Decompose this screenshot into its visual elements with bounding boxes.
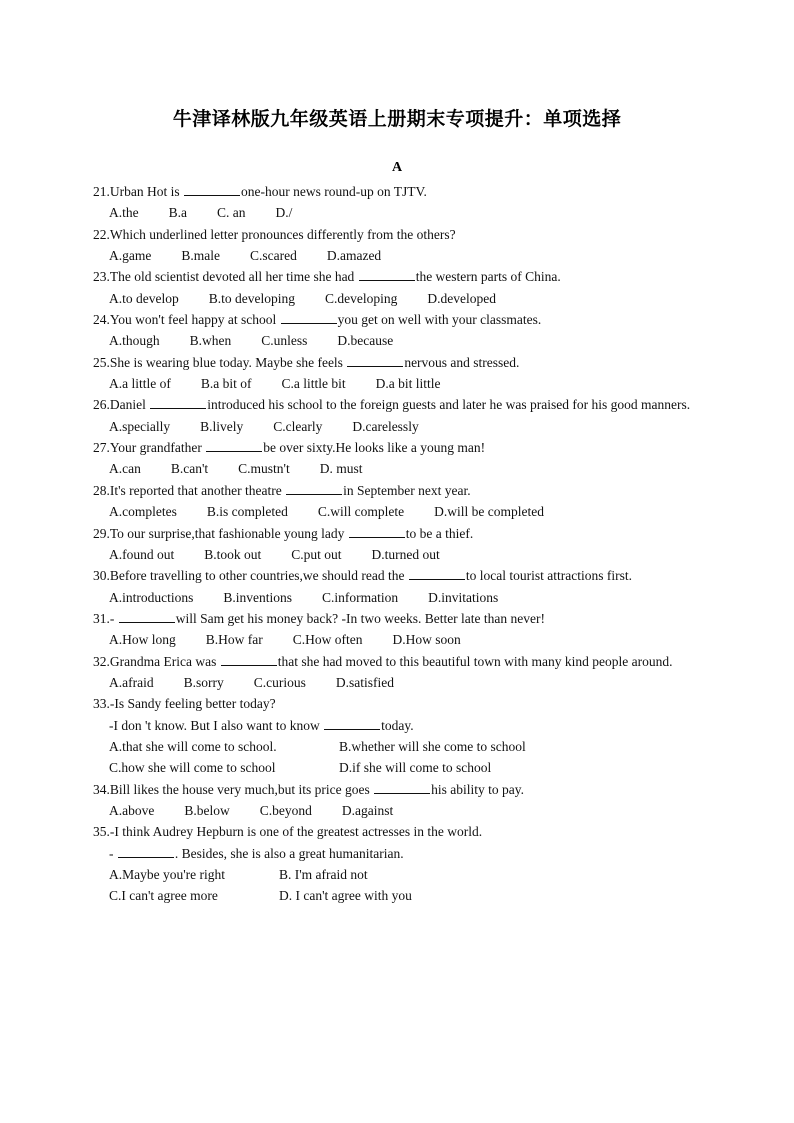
question-28 xyxy=(93,480,697,523)
question-stem: 24.You won't feel happy at school xyxy=(93,312,280,328)
answer-blank xyxy=(184,183,240,196)
page-title: 牛津译林版九年级英语上册期末专项提升：单项选择 xyxy=(172,108,622,130)
option-a: A.Maybe you're right xyxy=(109,867,226,882)
option-c: C.will complete xyxy=(317,504,405,520)
question-stem: 35.-I think Audrey Hepburn is one of the greatest actresses in the world. xyxy=(93,824,483,840)
question-stem: 22.Which underlined letter pronounces differently from the others? xyxy=(93,226,456,242)
option-c: C.I can't agree more xyxy=(109,888,218,904)
question-stem: 32.Grandma Erica was xyxy=(93,653,220,669)
question-29 xyxy=(93,523,697,566)
option-a: A.to develop xyxy=(109,290,179,306)
option-b: B.can't xyxy=(170,461,209,477)
dialogue-reply: - xyxy=(109,845,117,861)
option-a: A.introductions xyxy=(109,589,194,605)
option-d: D. must xyxy=(319,461,363,477)
option-b: B.How far xyxy=(205,632,263,648)
option-b: B.when xyxy=(189,333,232,349)
option-d: D.How soon xyxy=(392,632,461,648)
option-a: A.completes xyxy=(109,504,177,520)
question-stem-continued: nervous and stressed. xyxy=(404,354,520,370)
question-stem: 25.She is wearing blue today. Maybe she feels xyxy=(93,354,347,370)
option-a: A.specially xyxy=(109,418,171,434)
question-27 xyxy=(93,437,697,480)
question-stem-continued: be over sixty.He looks like a young man! xyxy=(263,440,486,456)
answer-blank xyxy=(221,653,277,666)
question-stem-continued: you get on well with your classmates. xyxy=(337,312,542,328)
option-d: D.if she will come to school xyxy=(339,760,492,776)
option-a: A.afraid xyxy=(109,674,154,690)
answer-blank xyxy=(286,482,342,495)
option-d: D.against xyxy=(341,802,394,818)
answer-blank xyxy=(150,396,206,409)
question-stem: 21.Urban Hot is xyxy=(93,184,183,199)
option-c: C.clearly xyxy=(273,418,323,434)
option-b: B.male xyxy=(181,248,220,264)
question-26 xyxy=(93,394,697,437)
question-stem-continued: to local tourist attractions first. xyxy=(465,568,632,584)
question-stem: 29.To our surprise,that fashionable young lady xyxy=(93,525,348,541)
question-22 xyxy=(93,224,697,267)
option-b: B.a xyxy=(168,205,187,221)
question-stem: 31.- xyxy=(93,610,118,626)
dialogue-reply-continued: today. xyxy=(381,717,414,733)
option-b: B.sorry xyxy=(183,674,224,690)
option-a: A.a little of xyxy=(109,376,171,392)
answer-blank xyxy=(359,268,415,281)
option-d: D.will be completed xyxy=(434,504,544,520)
option-c: C.information xyxy=(322,589,399,605)
question-stem: 27.Your grandfather xyxy=(93,440,206,456)
option-a: A.that she will come to school. xyxy=(109,738,277,754)
option-d: D.a bit little xyxy=(375,376,441,392)
option-c: C.How often xyxy=(292,632,363,648)
option-a: A.found out xyxy=(109,546,175,562)
option-c: C.a little bit xyxy=(281,376,346,392)
dialogue-reply-continued: . Besides, she is also a great humanitarian. xyxy=(174,845,404,861)
option-c: C.put out xyxy=(291,546,342,562)
option-c: C.unless xyxy=(261,333,308,349)
answer-blank xyxy=(119,610,175,623)
answer-blank xyxy=(206,439,262,452)
question-34 xyxy=(93,779,697,822)
option-d: D.invitations xyxy=(428,589,499,605)
option-a: A.game xyxy=(109,248,152,264)
answer-blank xyxy=(349,525,405,538)
option-c: C.curious xyxy=(253,674,306,690)
option-b: B.to developing xyxy=(208,290,295,306)
answer-blank xyxy=(347,354,403,367)
dialogue-reply: -I don 't know. But I also want to know xyxy=(109,717,324,733)
answer-blank xyxy=(118,845,174,858)
option-c: C.developing xyxy=(325,290,398,306)
question-stem: 23.The old scientist devoted all her time she had xyxy=(93,269,358,285)
option-b: B.lively xyxy=(200,418,244,434)
question-stem: 34.Bill likes the house very much,but its price goes xyxy=(93,781,374,797)
option-d: D.satisfied xyxy=(335,674,394,690)
question-stem-continued: to be a thief. xyxy=(405,525,474,541)
question-stem-continued: that she had moved to this beautiful town with many kind people around. xyxy=(277,653,673,669)
option-d: D./ xyxy=(275,205,293,221)
question-33 xyxy=(93,693,697,778)
option-b: B.whether will she come to school xyxy=(339,738,526,754)
option-d: D.carelessly xyxy=(352,418,419,434)
option-a: A.can xyxy=(109,461,141,477)
answer-blank xyxy=(324,717,380,730)
question-stem-continued: will Sam get his money back? -In two weeks. Better late than never! xyxy=(175,610,546,626)
option-a: A.though xyxy=(109,333,160,349)
option-b: B.inventions xyxy=(223,589,293,605)
option-b: B.below xyxy=(184,802,230,818)
question-stem: 28.It's reported that another theatre xyxy=(93,482,286,498)
option-b: B.is completed xyxy=(206,504,288,520)
question-stem: 30.Before travelling to other countries,we should read the xyxy=(93,568,408,584)
question-stem: 26.Daniel xyxy=(93,397,150,413)
question-stem-continued: in September next year. xyxy=(343,482,471,498)
question-21 xyxy=(93,181,697,224)
section-heading: A xyxy=(391,160,403,175)
question-35 xyxy=(93,821,697,906)
question-stem-continued: the western parts of China. xyxy=(415,269,561,285)
answer-blank xyxy=(374,781,430,794)
option-c: C. an xyxy=(217,205,246,221)
option-c: C.how she will come to school xyxy=(109,760,276,776)
answer-blank xyxy=(409,567,465,580)
option-d: D.amazed xyxy=(326,248,382,264)
option-c: C.beyond xyxy=(259,802,312,818)
question-24 xyxy=(93,309,697,352)
question-31 xyxy=(93,608,697,651)
question-23 xyxy=(93,266,697,309)
option-a: A.above xyxy=(109,802,155,818)
option-c: C.scared xyxy=(249,248,297,264)
question-stem-continued: one-hour news round-up on TJTV. xyxy=(241,184,427,199)
question-32 xyxy=(93,651,697,694)
option-d: D.because xyxy=(337,333,394,349)
option-a: A.the xyxy=(109,205,139,221)
option-b: B. I'm afraid not xyxy=(279,867,368,882)
option-b: B.a bit of xyxy=(200,376,252,392)
question-30 xyxy=(93,565,697,608)
option-d: D.turned out xyxy=(371,546,440,562)
question-stem-continued: his ability to pay. xyxy=(431,781,524,797)
question-25 xyxy=(93,352,697,395)
option-d: D. I can't agree with you xyxy=(279,888,412,904)
answer-blank xyxy=(281,311,337,324)
option-a: A.How long xyxy=(109,632,176,648)
option-d: D.developed xyxy=(427,290,496,306)
question-stem-continued: introduced his school to the foreign guests and later he was praised for his good manners. xyxy=(207,397,691,413)
option-c: C.mustn't xyxy=(238,461,290,477)
question-stem: 33.-Is Sandy feeling better today? xyxy=(93,696,276,712)
option-b: B.took out xyxy=(204,546,262,562)
question-list xyxy=(93,181,697,907)
